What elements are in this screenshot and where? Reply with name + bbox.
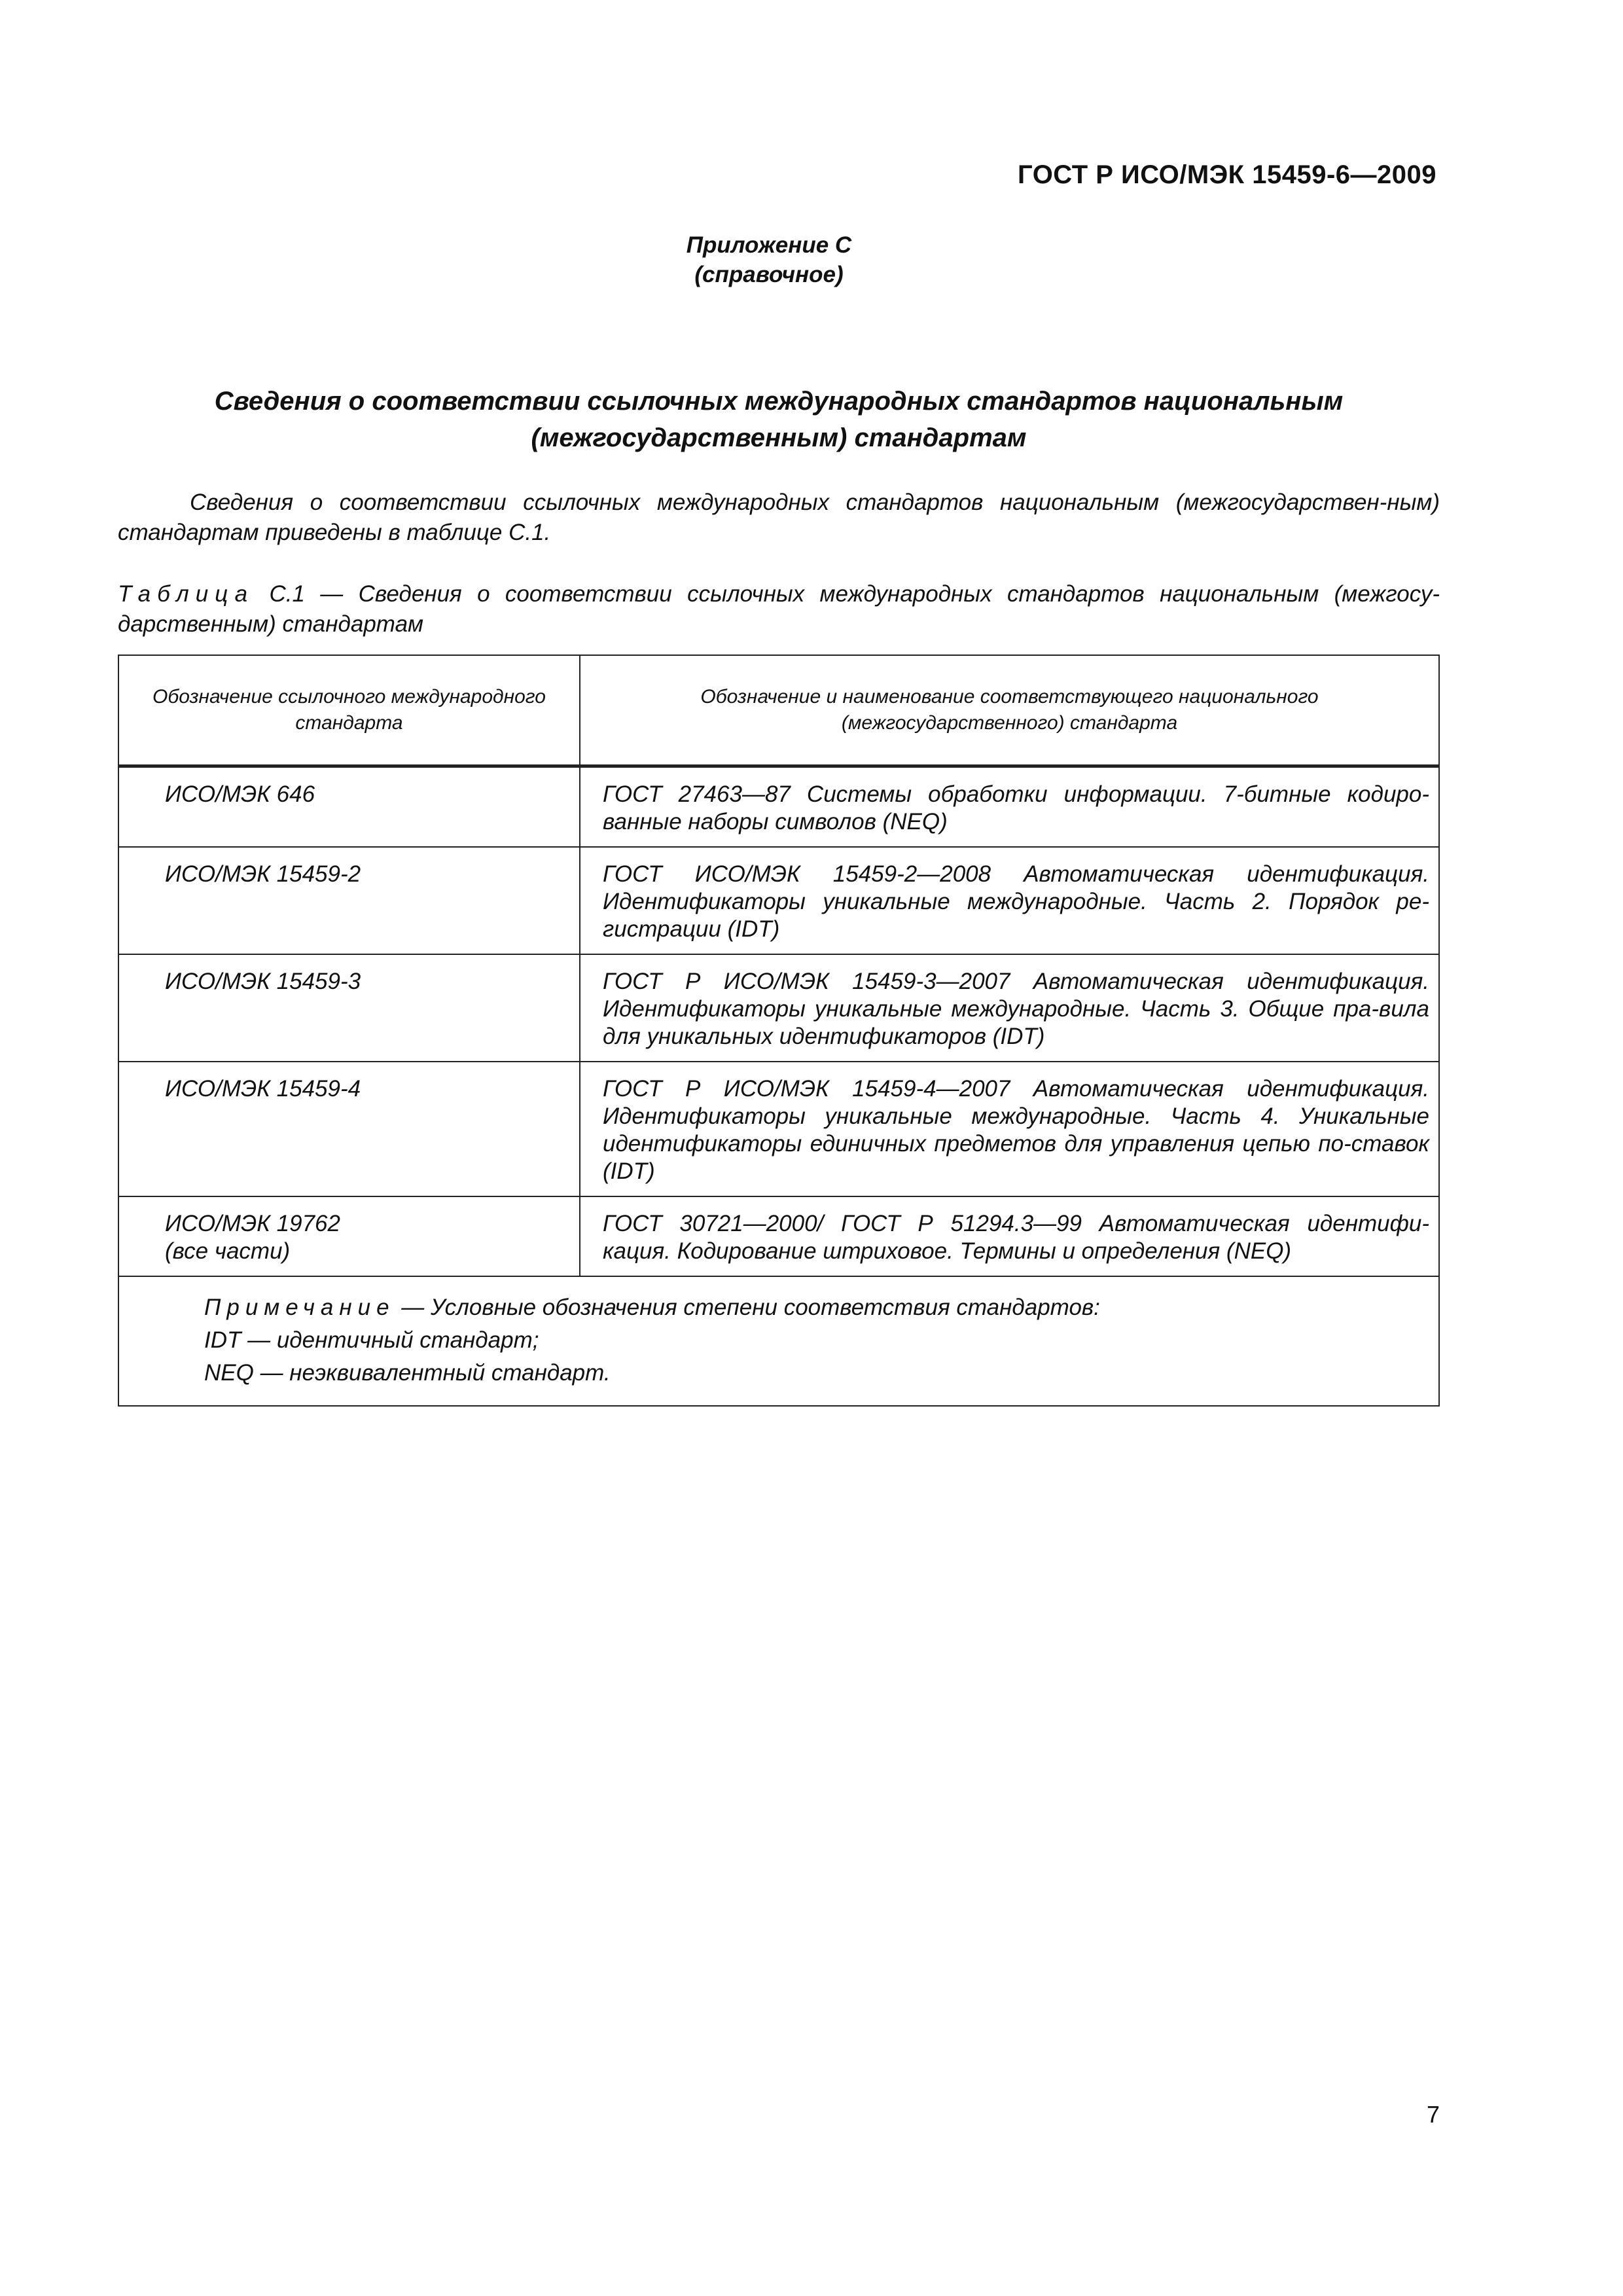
international-standard-scope: (все части) (165, 1238, 291, 1264)
table-row (118, 1196, 1439, 1276)
national-standard-cell: ГОСТ 27463—87 Системы обработки информации. 7-битные кодиро-ванные наборы символов (NEQ) (580, 766, 1439, 848)
correspondence-table (118, 655, 1440, 1407)
note-label: Примечание (204, 1295, 395, 1320)
table-note-row (118, 1276, 1439, 1406)
table-row (118, 1062, 1439, 1196)
table-row (118, 847, 1439, 954)
note-line-1 (204, 1291, 1425, 1324)
table-caption-label: Таблица (118, 581, 255, 607)
international-standard-code: ИСО/МЭК 19762 (165, 1211, 340, 1236)
table-caption (118, 579, 1440, 639)
section-title (118, 383, 1440, 456)
note-line-2: IDT — идентичный стандарт; (204, 1327, 539, 1353)
national-standard-cell: ГОСТ Р ИСО/МЭК 15459-4—2007 Автоматическая идентификация. Идентификаторы уникальные международные. Часть 4. Уникальные идентификаторы единичных предметов для управления цепью по-ставок (IDT) (580, 1062, 1439, 1196)
note-text: — Условные обозначения степени соответствия стандартов: (395, 1295, 1100, 1320)
table-row (118, 954, 1439, 1062)
column-header-national: Обозначение и наименование соответствующего национального (межгосударственного) стандарта (580, 655, 1439, 766)
international-standard-cell (118, 1196, 580, 1276)
intro-paragraph: Сведения о соответствии ссылочных международных стандартов национальным (межгосударствен-ным) стандартам приведены в таблице С.1. (118, 490, 1440, 545)
annex-kind: (справочное) (694, 262, 844, 287)
national-standard-cell: ГОСТ 30721—2000/ ГОСТ Р 51294.3—99 Автоматическая идентифи-кация. Кодирование штриховое. Термины и определения (NEQ) (580, 1196, 1439, 1276)
international-standard-cell: ИСО/МЭК 15459-3 (118, 954, 580, 1062)
column-header-international: Обозначение ссылочного международного стандарта (118, 655, 580, 766)
table-caption-text: С.1 — Сведения о соответствии ссылочных международных стандартов национальным (межгосу-дарственным) стандартам (118, 581, 1440, 637)
table-header-row (118, 655, 1439, 766)
section-title-line-1: Сведения о соответствии ссылочных международных стандартов национальным (214, 387, 1344, 416)
annex-title: Приложение С (686, 232, 852, 258)
international-standard-cell: ИСО/МЭК 15459-4 (118, 1062, 580, 1196)
note-line-3: NEQ — неэквивалентный стандарт. (204, 1360, 611, 1386)
international-standard-cell: ИСО/МЭК 646 (118, 766, 580, 848)
page-number: 7 (1426, 2101, 1440, 2128)
document-code-header: ГОСТ Р ИСО/МЭК 15459-6—2009 (1018, 160, 1436, 189)
table-row (118, 766, 1439, 848)
national-standard-cell: ГОСТ ИСО/МЭК 15459-2—2008 Автоматическая идентификация. Идентификаторы уникальные международные. Часть 2. Порядок ре-гистрации (IDT) (580, 847, 1439, 954)
table-note (118, 1276, 1439, 1406)
international-standard-cell: ИСО/МЭК 15459-2 (118, 847, 580, 954)
national-standard-cell: ГОСТ Р ИСО/МЭК 15459-3—2007 Автоматическая идентификация. Идентификаторы уникальные международные. Часть 3. Общие пра-вила для уникальных идентификаторов (IDT) (580, 954, 1439, 1062)
section-title-line-2: (межгосударственным) стандартам (531, 423, 1027, 452)
